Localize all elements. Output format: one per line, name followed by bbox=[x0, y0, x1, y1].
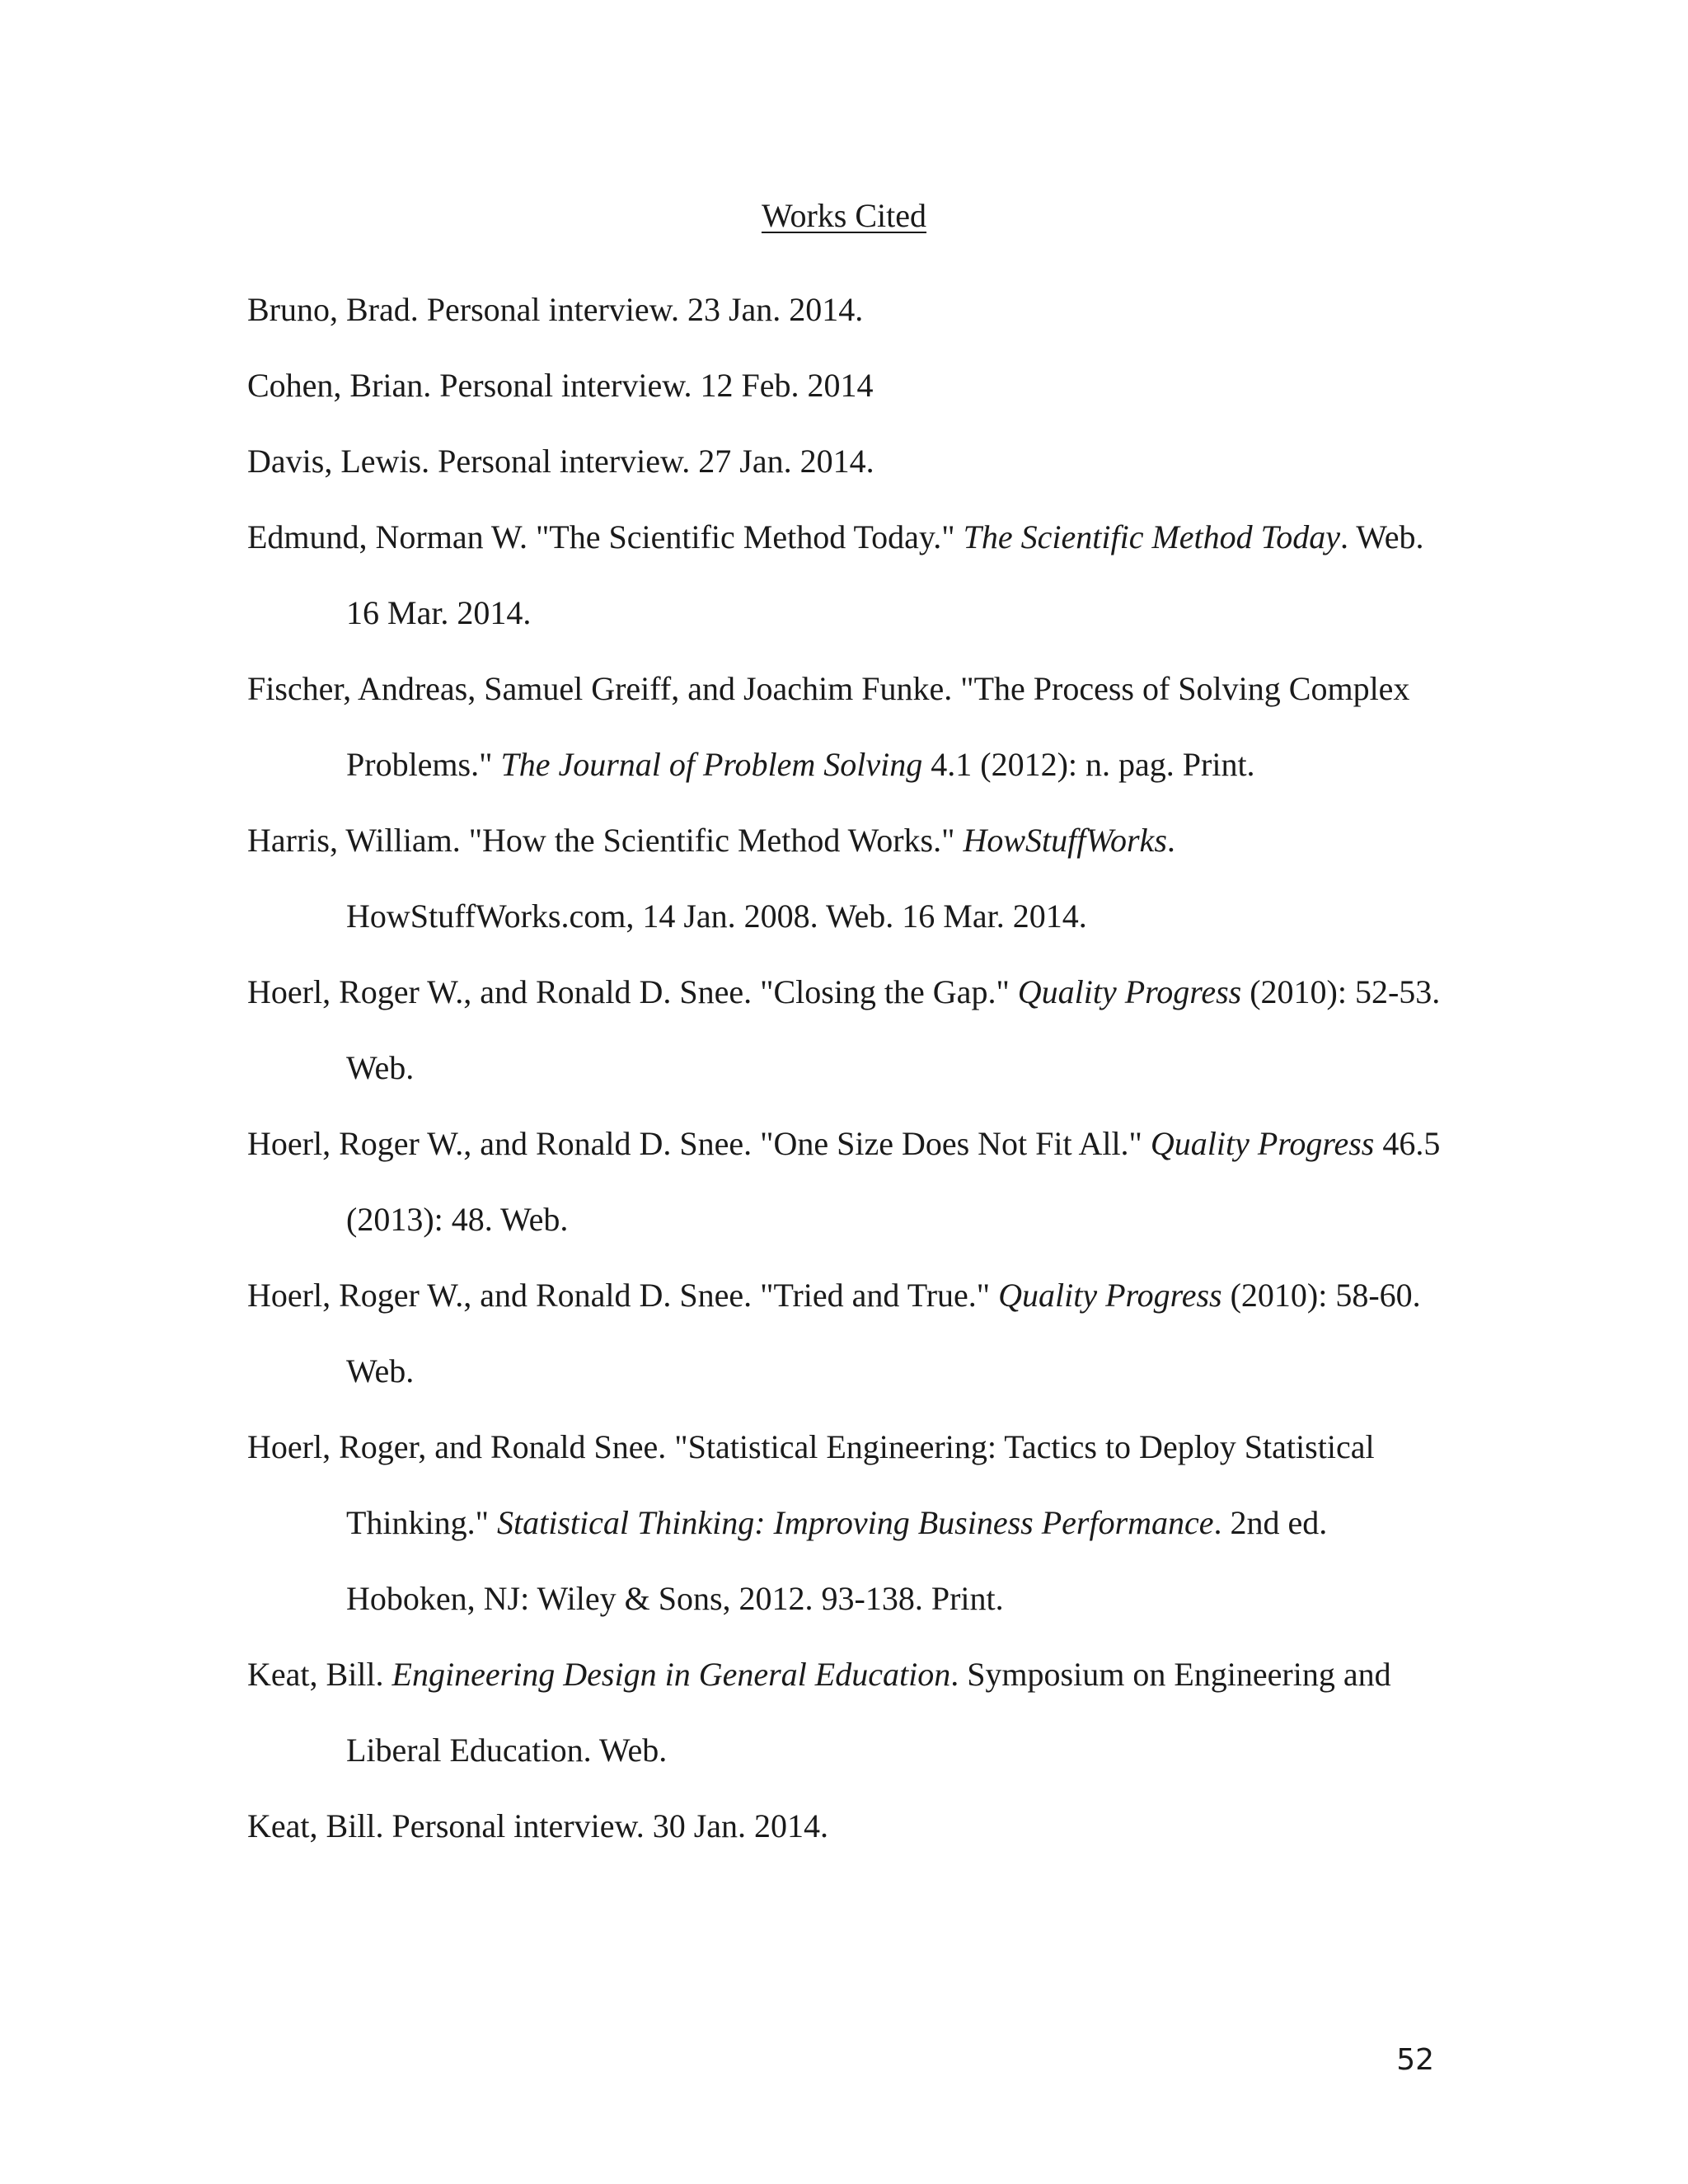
citation-text: (2010): 58-60. Web. bbox=[346, 1277, 1421, 1390]
citation-source-title: Quality Progress bbox=[998, 1277, 1222, 1314]
citation-source-title: Engineering Design in General Education bbox=[392, 1656, 951, 1693]
citation-entry bbox=[247, 499, 1451, 651]
citation-text: . HowStuffWorks.com, 14 Jan. 2008. Web. 16 Mar. 2014. bbox=[346, 822, 1175, 935]
citation-source-title: HowStuffWorks bbox=[963, 822, 1167, 859]
citation-source-title: Quality Progress bbox=[1150, 1125, 1375, 1162]
citation-entry bbox=[247, 954, 1451, 1106]
citation-text: Harris, William. "How the Scientific Method Works." bbox=[247, 822, 964, 859]
citation-text: 46.5 (2013): 48. Web. bbox=[346, 1125, 1441, 1238]
citation-entry bbox=[247, 651, 1451, 803]
citation-text: Edmund, Norman W. "The Scientific Method Today." bbox=[247, 518, 964, 555]
citation-text: . Symposium on Engineering and Liberal Education. Web. bbox=[346, 1656, 1391, 1769]
citation-text: (2010): 52-53. Web. bbox=[346, 973, 1441, 1086]
citation-text: Fischer, Andreas, Samuel Greiff, and Joachim Funke. "The Process of Solving Complex Problems." bbox=[247, 670, 1410, 783]
citation-source-title: The Journal of Problem Solving bbox=[500, 746, 923, 783]
citation-text: . 2nd ed. Hoboken, NJ: Wiley & Sons, 2012. 93-138. Print. bbox=[346, 1504, 1328, 1617]
citation-text: 4.1 (2012): n. pag. Print. bbox=[922, 746, 1255, 783]
page-title-text: Works Cited bbox=[761, 197, 927, 234]
citation-entry bbox=[247, 1637, 1451, 1788]
citation-text: . Web. 16 Mar. 2014. bbox=[346, 518, 1424, 631]
page-title bbox=[0, 196, 1688, 236]
citation-entry bbox=[247, 1106, 1451, 1258]
citation-text: Cohen, Brian. Personal interview. 12 Feb. 2014 bbox=[247, 367, 874, 404]
citation-text: Davis, Lewis. Personal interview. 27 Jan. 2014. bbox=[247, 443, 874, 480]
citation-source-title: Quality Progress bbox=[1017, 973, 1242, 1010]
citation-entry bbox=[247, 348, 1451, 424]
citation-text: Keat, Bill. Personal interview. 30 Jan. 2014. bbox=[247, 1807, 829, 1844]
citation-text: Hoerl, Roger W., and Ronald D. Snee. "Tried and True." bbox=[247, 1277, 999, 1314]
citation-text: Bruno, Brad. Personal interview. 23 Jan. 2014. bbox=[247, 291, 864, 328]
citation-entry bbox=[247, 803, 1451, 954]
page-number: 52 bbox=[1396, 2043, 1434, 2077]
citation-source-title: Statistical Thinking: Improving Business Performance bbox=[497, 1504, 1214, 1541]
citation-list bbox=[247, 272, 1451, 1864]
citation-text: Hoerl, Roger, and Ronald Snee. "Statistical Engineering: Tactics to Deploy Statistical Thinking." bbox=[247, 1428, 1375, 1541]
citation-source-title: The Scientific Method Today bbox=[963, 518, 1340, 555]
citation-entry bbox=[247, 272, 1451, 348]
citation-entry bbox=[247, 1788, 1451, 1864]
citation-text: Hoerl, Roger W., and Ronald D. Snee. "Closing the Gap." bbox=[247, 973, 1018, 1010]
citation-entry bbox=[247, 1258, 1451, 1409]
citation-entry bbox=[247, 1409, 1451, 1637]
citation-entry bbox=[247, 424, 1451, 499]
citation-text: Hoerl, Roger W., and Ronald D. Snee. "One Size Does Not Fit All." bbox=[247, 1125, 1151, 1162]
citation-text: Keat, Bill. bbox=[247, 1656, 392, 1693]
